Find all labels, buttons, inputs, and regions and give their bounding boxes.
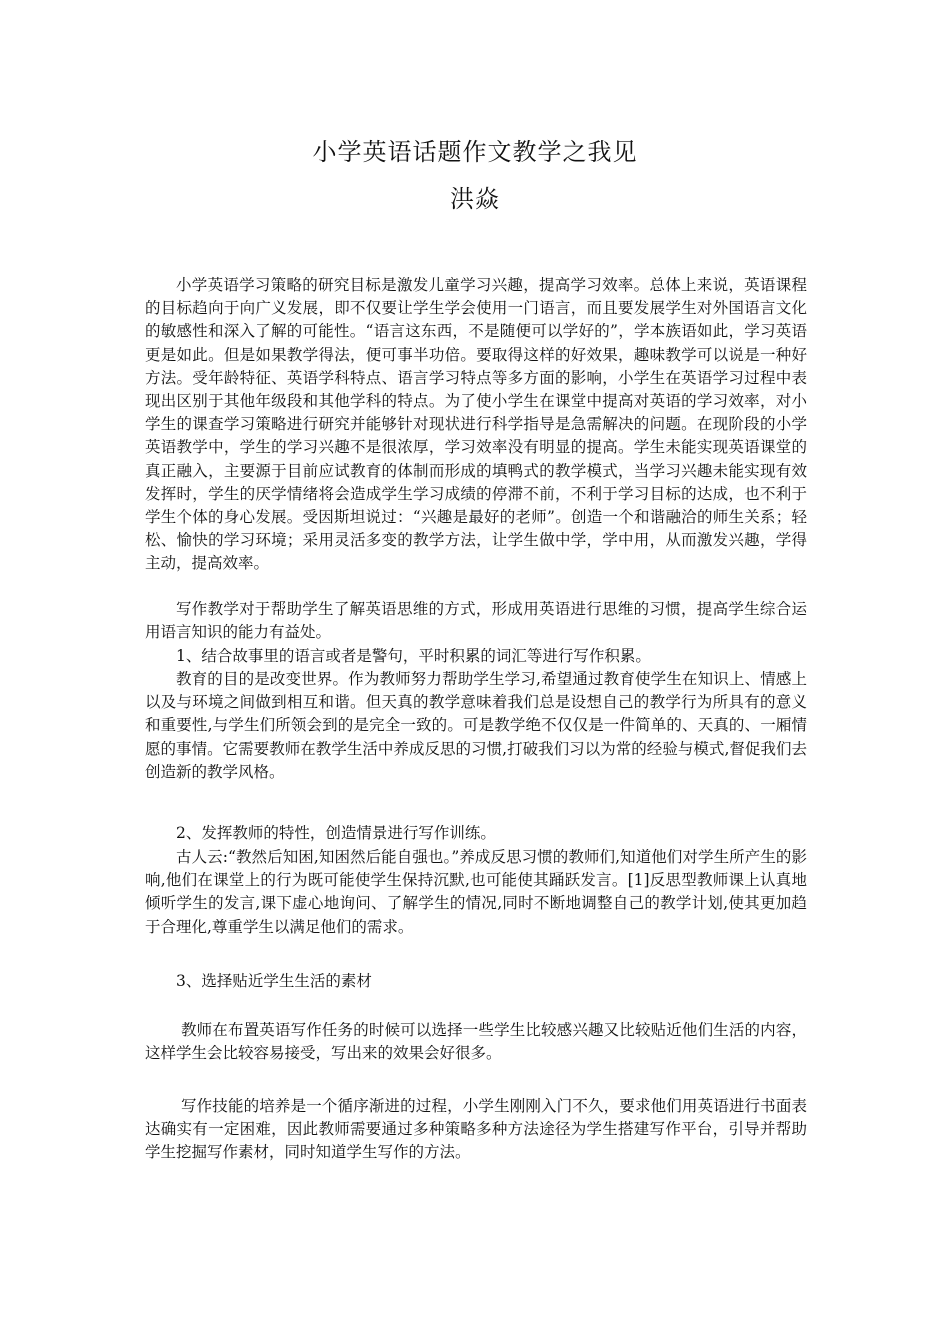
paragraph-reflective-teacher: 古人云:“教然后知困,知困然后能自强也。”养成反思习惯的教师们,知道他们对学生所产生的影响,他们在课堂上的行为既可能使学生保持沉默,也可能使其踊跃发言。[1]反思型教师课上认真地倾听学生的发言,课下虚心地询问、了解学生的情况,同时不断地调整自己的教学计划,使其更加趋于合理化,尊重学生以满足他们的需求。	[145, 848, 807, 936]
paragraph-intro: 小学英语学习策略的研究目标是激发儿童学习兴趣，提高学习效率。总体上来说，英语课程的目标趋向于向广义发展，即不仅要让学生学会使用一门语言，而且要发展学生对外国语言文化的敏感性和深入了解的可能性。“语言这东西，不是随便可以学好的”，学本族语如此，学习英语更是如此。但是如果教学得法，便可事半功倍。要取得这样的好效果，趣味教学可以说是一种好方法。受年龄特征、英语学科特点、语言学习特点等多方面的影响，小学生在英语学习过程中表现出区别于其他年级段和其他学科的特点。为了使小学生在课堂中提高对英语的学习效率，对小学生的课查学习策略进行研究并能够针对现状进行科学指导是急需解决的问题。在现阶段的小学英语教学中，学生的学习兴趣不是很浓厚，学习效率没有明显的提高。学生未能实现英语课堂的真正融入，主要源于目前应试教育的体制而形成的填鸭式的教学模式，当学习兴趣未能实现有效发挥时，学生的厌学情绪将会造成学生学习成绩的停滞不前，不利于学习目标的达成，也不利于学生个体的身心发展。受因斯坦说过：“兴趣是最好的老师”。创造一个和谐融洽的师生关系；轻松、愉快的学习环境；采用灵活多变的教学方法，让学生做中学，学中用，从而激发兴趣，学得主动，提高效率。	[145, 276, 807, 573]
paragraph-education-purpose: 教育的目的是改变世界。作为教师努力帮助学生学习,希望通过教育使学生在知识上、情感上以及与环境之间做到相互和谐。但天真的教学意味着我们总是设想自己的教学行为所具有的意义和重要性,与学生们所领会到的是完全一致的。可是教学绝不仅仅是一件简单的、天真的、一厢情愿的事情。它需要教师在教学生活中养成反思的习惯,打破我们习以为常的经验与模式,督促我们去创造新的教学风格。	[145, 670, 807, 781]
paragraph-writing-skills: 写作技能的培养是一个循序渐进的过程，小学生刚刚入门不久，要求他们用英语进行书面表达确实有一定困难，因此教师需要通过多种策略多种方法途径为学生搭建写作平台，引导并帮助学生挖掘写作素材，同时知道学生写作的方法。	[145, 1097, 807, 1162]
section-heading-2: 2、发挥教师的特性，创造情景进行写作训练。	[176, 824, 496, 842]
document-author: 洪焱	[450, 185, 500, 213]
section-heading-1: 1、结合故事里的语言或者是警句，平时积累的词汇等进行写作积累。	[176, 647, 651, 665]
paragraph-writing-teaching: 写作教学对于帮助学生了解英语思维的方式，形成用英语进行思维的习惯，提高学生综合运用语言知识的能力有益处。	[145, 600, 807, 642]
section-heading-3: 3、选择贴近学生生活的素材	[176, 972, 372, 990]
document-title: 小学英语话题作文教学之我见	[312, 138, 638, 166]
paragraph-materials: 教师在布置英语写作任务的时候可以选择一些学生比较感兴趣又比较贴近他们生活的内容，这样学生会比较容易接受，写出来的效果会好很多。	[145, 1021, 807, 1063]
